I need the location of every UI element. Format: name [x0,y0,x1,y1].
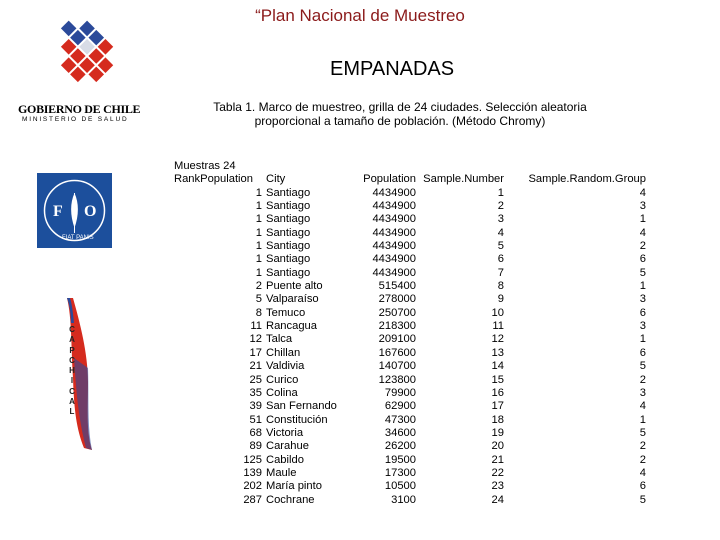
page-title: “Plan Nacional de Muestreo [255,6,465,25]
cell-sample-number: 12 [491,333,504,346]
table-row [174,494,646,507]
table-row [174,213,646,226]
cell-sample-random-group: 1 [639,213,646,226]
cell-city: Santiago [266,240,311,253]
cell-population: 17300 [384,466,416,479]
cell-city: Carahue [266,440,309,453]
cell-sample-number: 5 [497,240,504,253]
table-row [174,227,646,240]
table-row [174,320,646,333]
cell-rank: 25 [249,373,262,386]
cell-population: 4434900 [372,240,416,253]
cell-sample-number: 16 [491,386,504,399]
cell-sample-number: 17 [491,400,504,413]
cell-sample-random-group: 4 [639,400,646,413]
cell-rank: 8 [255,306,262,319]
table-header-row [174,173,646,186]
cell-rank: 12 [249,333,262,346]
cell-rank: 21 [249,360,262,373]
cell-rank: 125 [243,453,262,466]
cell-population: 79900 [384,386,416,399]
cell-city: Chillan [266,346,301,359]
table-caption [196,100,604,128]
table-row [174,307,646,320]
cell-population: 4434900 [372,266,416,279]
cell-rank: 1 [255,200,262,213]
cell-sample-random-group: 3 [639,293,646,306]
fao-letter-o: O [84,203,97,220]
cell-sample-random-group: 5 [639,493,646,506]
cell-city: Santiago [266,200,311,213]
chile-map-logo [58,298,108,450]
cell-sample-random-group: 4 [639,226,646,239]
cell-city: María pinto [266,480,322,493]
cell-sample-number: 23 [491,480,504,493]
cell-rank: 11 [250,320,262,333]
cell-rank: 139 [243,466,262,479]
table-row [174,360,646,373]
gobierno-ministry: MINISTERIO DE SALUD [22,116,129,123]
cell-sample-number: 10 [491,306,504,319]
table-row [174,267,646,280]
cell-sample-number: 19 [491,426,504,439]
cell-sample-number: 11 [492,320,504,333]
table-row [174,333,646,346]
table-row [174,200,646,213]
cell-sample-number: 20 [491,440,504,453]
cell-city: Puente alto [266,280,323,293]
cell-population: 62900 [384,400,416,413]
cell-city: Temuco [266,306,306,319]
cell-rank: 1 [255,266,262,279]
table-row [174,454,646,467]
cell-city: Santiago [266,186,311,199]
cell-sample-number: 14 [491,360,504,373]
cell-city: Constitución [266,413,328,426]
capchical-vertical-text: C A P C H I C A L [69,325,75,417]
cell-sample-random-group: 6 [639,346,646,359]
cell-population: 250700 [378,306,416,319]
gobierno-de-chile-logo [30,16,130,96]
cell-rank: 68 [249,426,262,439]
cell-sample-random-group: 3 [639,386,646,399]
cell-sample-random-group: 4 [639,186,646,199]
cell-population: 4434900 [372,213,416,226]
table-row [174,467,646,480]
table-row [174,414,646,427]
table-row [174,347,646,360]
cell-rank: 5 [255,293,262,306]
cell-sample-random-group: 2 [639,440,646,453]
table-row [174,187,646,200]
table-row [174,253,646,266]
caption-line-2: proporcional a tamaño de población. (Método Chromy) [254,114,546,128]
table-row [174,480,646,493]
cell-rank: 35 [249,386,262,399]
cell-sample-number: 3 [497,213,504,226]
cell-sample-random-group: 3 [639,200,646,213]
cell-population: 4434900 [372,200,416,213]
cell-rank: 1 [255,213,262,226]
cell-city: Santiago [266,266,311,279]
cell-population: 140700 [378,360,416,373]
table-row [174,293,646,306]
cell-city: Curico [266,373,299,386]
cell-city: Rancagua [266,320,318,333]
cell-sample-random-group: 2 [639,240,646,253]
cell-sample-random-group: 2 [639,373,646,386]
cell-population: 515400 [378,280,416,293]
cell-city: Valdivia [266,360,305,373]
cell-sample-random-group: 5 [639,426,646,439]
sample-table [174,160,646,507]
cell-city: Cabildo [266,453,304,466]
cell-city: Victoria [266,426,304,439]
cell-city: Santiago [266,253,311,266]
fao-motto: FIAT PANIS [62,235,94,241]
cell-city: Colina [266,386,298,399]
cell-population: 47300 [384,413,416,426]
cell-sample-number: 4 [497,226,504,239]
cell-population: 218300 [378,320,416,333]
cell-rank: 17 [249,346,262,359]
cell-sample-number: 13 [491,346,504,359]
cell-sample-random-group: 5 [639,360,646,373]
table-row [174,387,646,400]
cell-population: 10500 [384,480,416,493]
cell-population: 123800 [378,373,416,386]
cell-rank: 202 [243,480,262,493]
cell-city: Talca [266,333,293,346]
cell-rank: 1 [255,226,262,239]
cell-sample-random-group: 6 [639,306,646,319]
cell-city: Maule [266,466,297,479]
cell-population: 19500 [384,453,416,466]
page-subtitle: EMPANADAS [330,58,455,80]
cell-population: 3100 [391,493,416,506]
cell-sample-random-group: 6 [639,480,646,493]
cell-city: Valparaíso [266,293,319,306]
cell-sample-number: 2 [497,200,504,213]
cell-sample-number: 7 [497,266,504,279]
cell-rank: 2 [255,280,262,293]
cell-sample-number: 24 [491,493,504,506]
cell-sample-random-group: 2 [639,453,646,466]
cell-rank: 1 [255,240,262,253]
cell-city: Santiago [266,213,311,226]
cell-sample-number: 1 [497,186,504,199]
table-row [174,427,646,440]
table-row [174,440,646,453]
cell-sample-random-group: 1 [639,413,646,426]
cell-rank: 39 [249,400,262,413]
cell-population: 209100 [378,333,416,346]
caption-line-1: Tabla 1. Marco de muestreo, grilla de 24 ciudades. Selección aleatoria [213,100,587,114]
cell-population: 4434900 [372,186,416,199]
cell-sample-number: 6 [497,253,504,266]
cell-rank: 1 [255,186,262,199]
cell-population: 278000 [378,293,416,306]
table-row [174,374,646,387]
table-title: Muestras 24 [174,160,236,172]
table-row [174,400,646,413]
fao-letter-f: F [53,203,63,220]
cell-sample-random-group: 3 [639,320,646,333]
cell-sample-number: 8 [497,280,504,293]
cell-rank: 287 [243,493,262,506]
cell-population: 4434900 [372,253,416,266]
cell-city: Santiago [266,226,311,239]
cell-sample-number: 9 [497,293,504,306]
cell-rank: 1 [255,253,262,266]
cell-population: 34600 [384,426,416,439]
cell-city: Cochrane [266,493,315,506]
cell-population: 4434900 [372,226,416,239]
col-header-sample-random-group: Sample.Random.Group [528,173,646,186]
cell-population: 167600 [378,346,416,359]
cell-sample-number: 22 [491,466,504,479]
gobierno-name: GOBIERNO DE CHILE [18,102,141,116]
cell-population: 26200 [384,440,416,453]
cell-sample-random-group: 5 [639,266,646,279]
cell-sample-random-group: 1 [639,280,646,293]
table-row [174,240,646,253]
cell-sample-random-group: 4 [639,466,646,479]
col-header-city: City [266,173,286,186]
cell-sample-number: 21 [491,453,504,466]
col-header-sample-number: Sample.Number [423,173,504,186]
cell-sample-number: 18 [491,413,504,426]
table-row [174,280,646,293]
fao-logo [37,173,112,248]
cell-rank: 51 [249,413,262,426]
col-header-rank: RankPopulation [174,173,253,186]
cell-sample-random-group: 6 [639,253,646,266]
cell-city: San Fernando [266,400,337,413]
cell-sample-number: 15 [491,373,504,386]
col-header-population: Population [363,173,416,186]
cell-sample-random-group: 1 [639,333,646,346]
cell-rank: 89 [249,440,262,453]
